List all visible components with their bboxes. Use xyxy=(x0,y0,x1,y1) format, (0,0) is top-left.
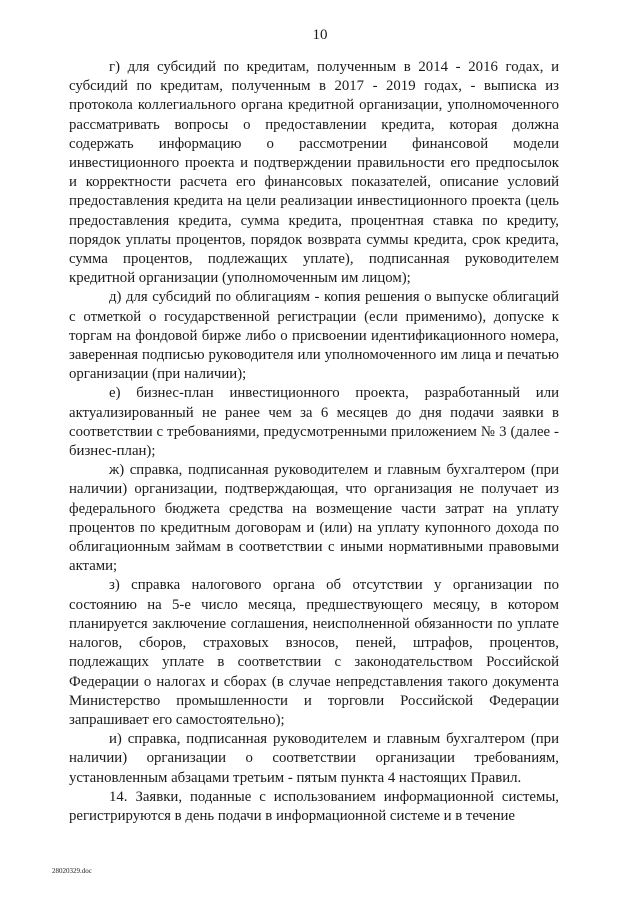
paragraph-z: з) справка налогового органа об отсутствии у организации по состоянию на 5-е число месяца, предшествующего месяцу, в котором планируется заключение соглашения, неисполненной обязанности по уплате налогов, сборов, страховых взносов, пеней, штрафов, процентов, подлежащих уплате в соответствии с законодательством Российской Федерации о налогах и сборах (в случае непредставления такого документа Министерство промышленности и торговли Российской Федерации запрашивает его самостоятельно); xyxy=(69,577,559,728)
document-file-code: 28020329.doc xyxy=(52,867,92,875)
paragraph-14: 14. Заявки, поданные с использованием информационной системы, регистрируются в день подачи в информационной системе и в течение xyxy=(69,788,559,824)
paragraph-g: г) для субсидий по кредитам, полученным в 2014 - 2016 годах, и субсидий по кредитам, полученным в 2017 - 2019 годах, - выписка из протокола коллегиального органа кредитной организации, уполномоченного рассматривать вопросы о предоставлении кредита, которая должна содержать информацию о рассмотрении финансовой модели инвестиционного проекта и подтверждении правильности его предпосылок и корректности расчета его финансовых показателей, описание условий предоставления кредита на цели реализации инвестиционного проекта (цель предоставления кредита, сумма кредита, процентная ставка по кредиту, порядок уплаты процентов, порядок возврата суммы кредита, срок кредита, сумма процентов, подлежащих уплате), подписанная руководителем кредитной организации (уполномоченным им лицом); xyxy=(69,59,559,287)
paragraph-d: д) для субсидий по облигациям - копия решения о выпуске облигаций с отметкой о государственной регистрации (если применимо), допуске к торгам на фондовой бирже либо о присвоении идентификационного номера, заверенная подписью руководителя или уполномоченного им лица и печатью организации (при наличии); xyxy=(69,289,559,383)
paragraph-i: и) справка, подписанная руководителем и главным бухгалтером (при наличии) организации о соответствии организации требованиям, установленным абзацами третьим - пятым пункта 4 настоящих Правил. xyxy=(69,731,559,786)
paragraph-e: е) бизнес-план инвестиционного проекта, разработанный или актуализированный не ранее чем за 6 месяцев до дня подачи заявки в соответствии с требованиями, предусмотренными приложением № 3 (далее - бизнес-план); xyxy=(69,385,559,460)
paragraph-zh: ж) справка, подписанная руководителем и главным бухгалтером (при наличии) организации, подтверждающая, что организация не получает из федерального бюджета средства на возмещение части затрат на уплату процентов по кредитным договорам и (или) на уплату купонного дохода по облигационным займам в соответствии с иными нормативными правовыми актами; xyxy=(69,462,559,575)
page-number: 10 xyxy=(312,27,328,43)
document-body xyxy=(69,58,559,826)
